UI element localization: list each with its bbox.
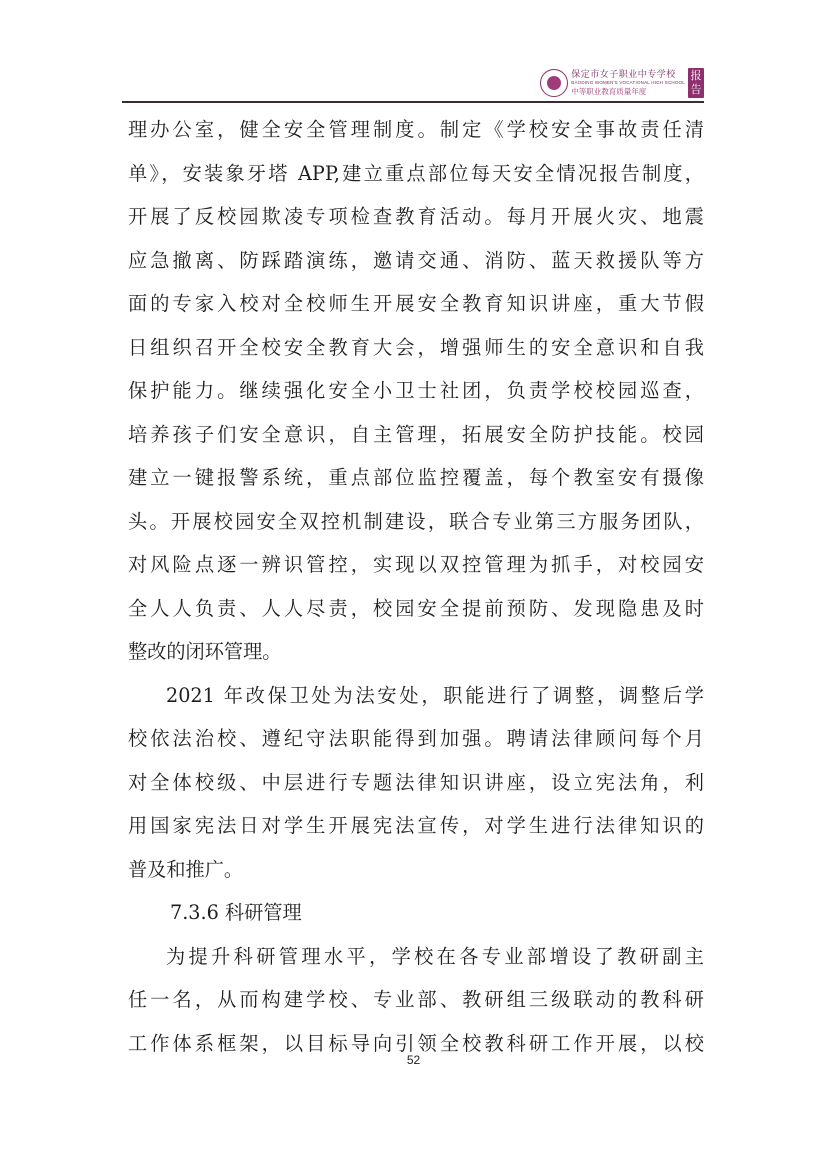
body-line: 对全体校级、中层进行专题法律知识讲座，设立宪法角，利 bbox=[128, 770, 704, 794]
body-line: 头。开展校园安全双控机制建设，联合专业第三方服务团队， bbox=[128, 509, 704, 533]
body-line: 用国家宪法日对学生开展宪法宣传，对学生进行法律知识的 bbox=[128, 814, 704, 837]
badge-char-top: 报 bbox=[690, 69, 702, 82]
report-subtitle: 中等职业教育质量年度 bbox=[571, 86, 647, 96]
body-line: 应急撤离、防踩踏演练，邀请交通、消防、蓝天救援队等方 bbox=[128, 248, 704, 272]
body-line: 普及和推广。 bbox=[128, 857, 244, 881]
body-line: 任一名，从而构建学校、专业部、教研组三级联动的教科研 bbox=[128, 988, 704, 1011]
body-line: 理办公室，健全安全管理制度。制定《学校安全事故责任清 bbox=[128, 118, 704, 141]
school-seal-icon bbox=[540, 69, 568, 97]
page-header bbox=[122, 66, 704, 104]
body-line: 工作体系框架，以目标导向引领全校教科研工作开展，以校 bbox=[128, 1031, 704, 1055]
school-logo bbox=[540, 66, 704, 100]
body-line: 整改的闭环管理。 bbox=[128, 640, 282, 663]
header-divider bbox=[122, 101, 704, 103]
body-line: 单》，安装象牙塔 APP,建立重点部位每天安全情况报告制度， bbox=[128, 161, 704, 185]
body-line: 日组织召开全校安全教育大会，增强师生的安全意识和自我 bbox=[128, 335, 704, 359]
logo-english-name: BAODING WOMEN'S VOCATIONAL HIGH SCHOOL bbox=[571, 80, 685, 85]
body-line: 对风险点逐一辨识管控，实现以双控管理为抓手，对校园安 bbox=[128, 553, 704, 576]
body-line: 校依法治校、遵纪守法职能得到加强。聘请法律顾问每个月 bbox=[128, 727, 704, 750]
page-number: 52 bbox=[406, 1053, 421, 1067]
body-line: 开展了反校园欺凌专项检查教育活动。每月开展火灾、地震 bbox=[128, 205, 704, 228]
document-body bbox=[128, 108, 704, 1065]
body-line: 培养孩子们安全意识，自主管理，拓展安全防护技能。校园 bbox=[128, 422, 704, 446]
body-line: 建立一键报警系统，重点部位监控覆盖，每个教室安有摄像 bbox=[128, 466, 704, 489]
logo-chinese-name: 保定市女子职业中专学校 bbox=[571, 70, 676, 80]
section-heading: 7.3.6 科研管理 bbox=[170, 901, 302, 924]
body-line-indented: 2021 年改保卫处为法安处，职能进行了调整，调整后学 bbox=[166, 683, 704, 707]
body-line: 面的专家入校对全校师生开展安全教育知识讲座，重大节假 bbox=[128, 292, 704, 315]
logo-text-block bbox=[571, 71, 685, 95]
body-line: 保护能力。继续强化安全小卫士社团，负责学校校园巡查， bbox=[128, 379, 704, 402]
report-badge bbox=[688, 68, 704, 98]
body-line: 全人人负责、人人尽责，校园安全提前预防、发现隐患及时 bbox=[128, 596, 704, 620]
body-line-indented: 为提升科研管理水平，学校在各专业部增设了教研副主 bbox=[166, 944, 704, 968]
badge-char-bottom: 告 bbox=[690, 83, 702, 96]
